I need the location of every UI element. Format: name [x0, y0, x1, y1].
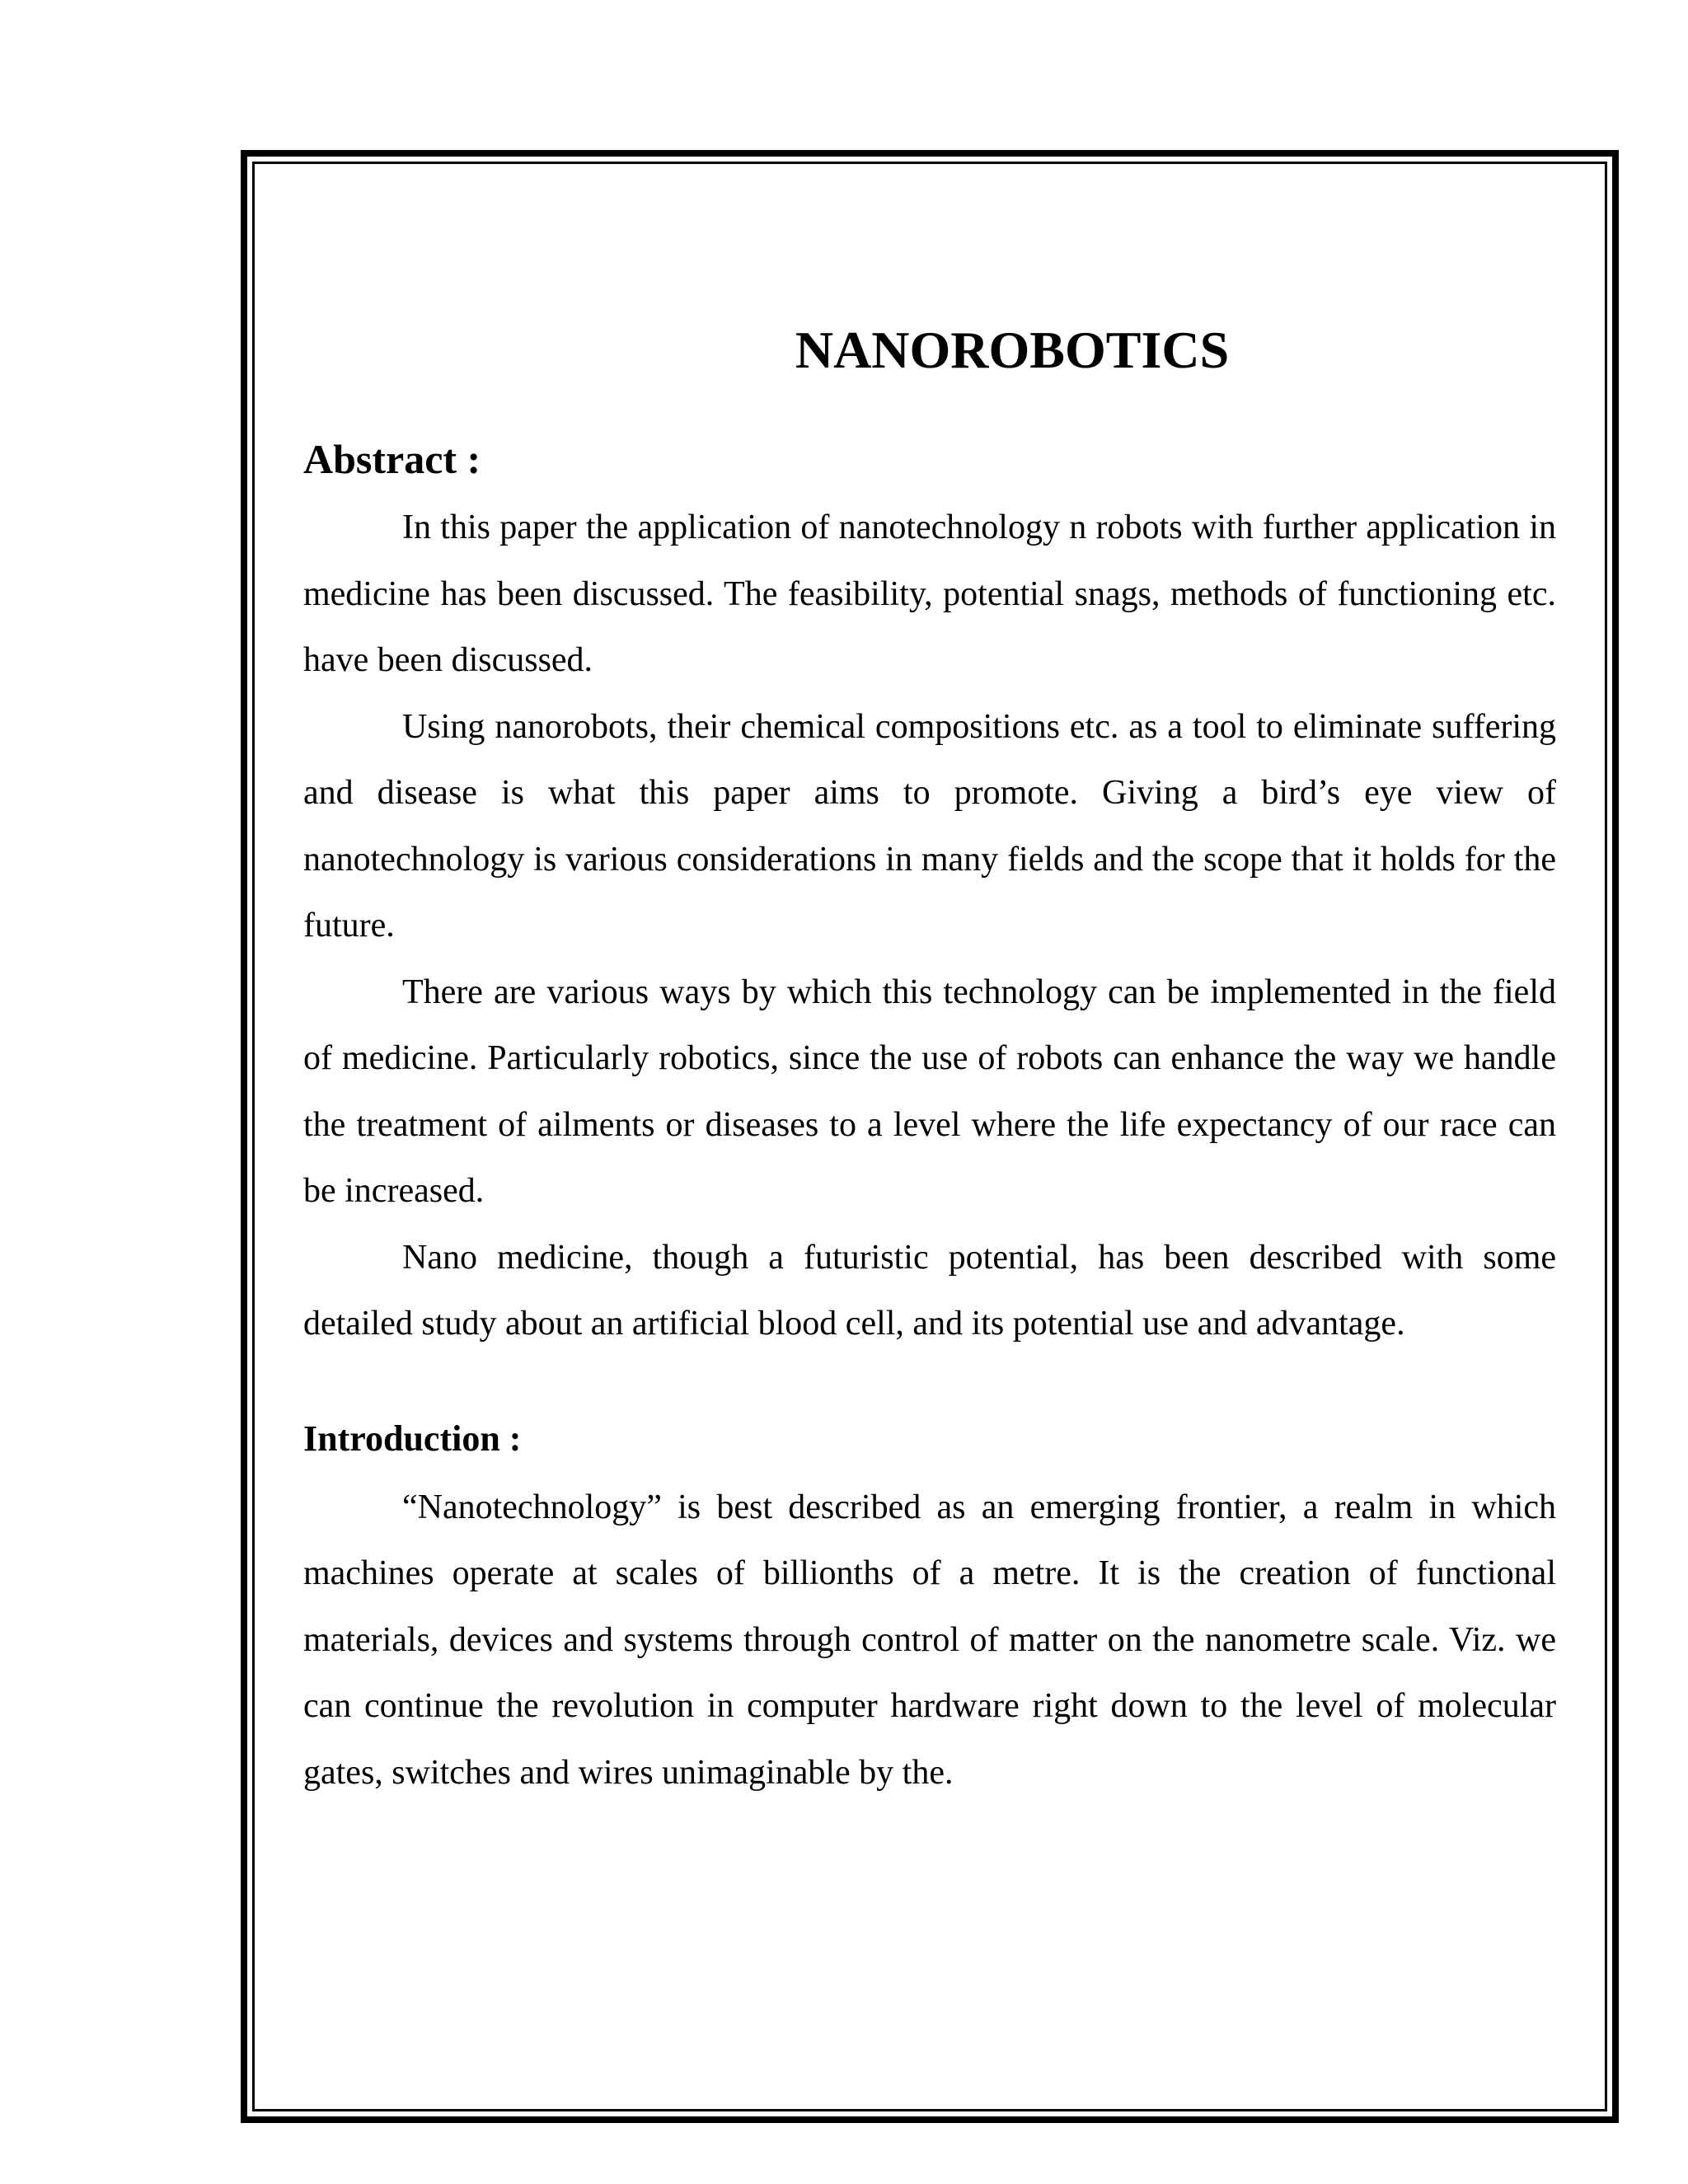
abstract-paragraph-3: There are various ways by which this technology can be implemented in the field of medicine. Particularly robotics, since the use of robots can enhance the way we handle the treatment of ailments or diseases to a level where the life expectancy of our race can be increased.	[303, 972, 1556, 1210]
introduction-heading: Introduction :	[303, 1418, 522, 1459]
document-title: NANOROBOTICS	[795, 321, 1230, 379]
abstract-paragraph-2: Using nanorobots, their chemical compositions etc. as a tool to eliminate suffering and disease is what this paper aims to promote. Giving a bird’s eye view of nanotechnology is various considerations in many fields and the scope that it holds for the future.	[303, 707, 1556, 944]
document-body	[303, 305, 1556, 1806]
abstract-paragraph-1: In this paper the application of nanotechnology n robots with further application in medicine has been discussed. The feasibility, potential snags, methods of functioning etc. have been discussed.	[303, 509, 1556, 679]
abstract-paragraph-4: Nano medicine, though a futuristic potential, has been described with some detailed study about an artificial blood cell, and its potential use and advantage.	[303, 1238, 1556, 1343]
introduction-paragraph-1: “Nanotechnology” is best described as an emerging frontier, a realm in which machines operate at scales of billionths of a metre. It is the creation of functional materials, devices and systems through control of matter on the nanometre scale. Viz. we can continue the revolution in computer hardware right down to the level of molecular gates, switches and wires unimaginable by the.	[303, 1488, 1556, 1792]
abstract-heading: Abstract :	[303, 436, 481, 482]
